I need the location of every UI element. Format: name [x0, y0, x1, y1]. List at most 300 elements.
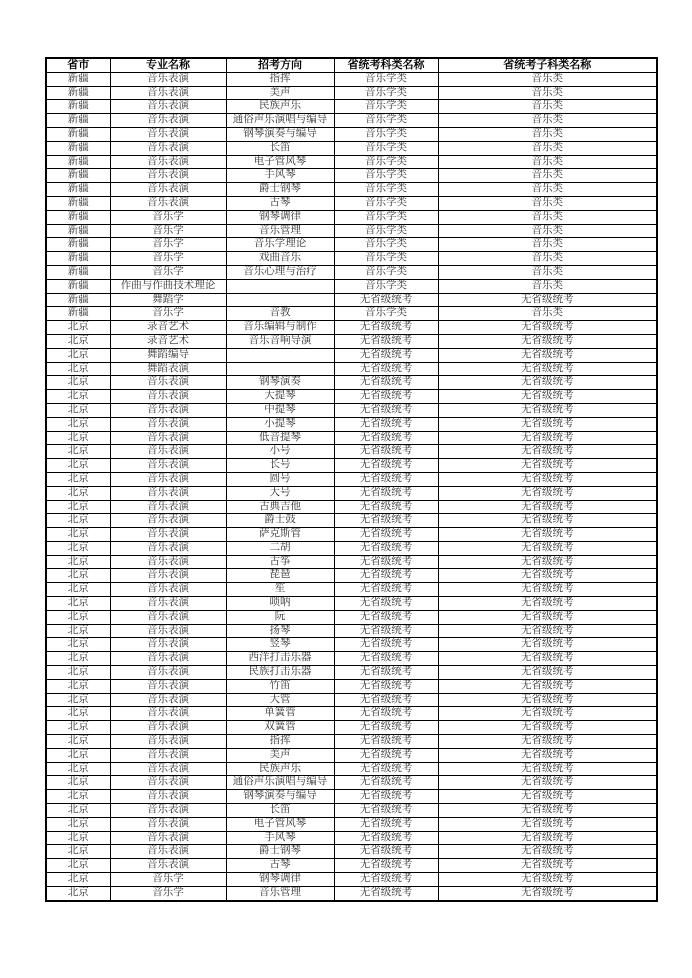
table-cell: 音乐学类	[334, 72, 438, 86]
table-cell: 无省级统考	[438, 748, 657, 762]
table-cell: 圆号	[226, 472, 334, 486]
table-cell: 音乐表演	[110, 666, 226, 680]
table-row	[46, 486, 657, 500]
table-cell: 无省级统考	[334, 431, 438, 445]
table-cell: 音乐表演	[110, 831, 226, 845]
column-header: 省统考科类名称	[334, 58, 438, 72]
table-cell: 北京	[46, 652, 110, 666]
table-row	[46, 169, 657, 183]
table-row	[46, 817, 657, 831]
table-cell: 音乐表演	[110, 762, 226, 776]
table-cell: 电子管风琴	[226, 817, 334, 831]
table-row	[46, 652, 657, 666]
table-cell: 新疆	[46, 141, 110, 155]
table-cell: 无省级统考	[438, 555, 657, 569]
table-cell: 北京	[46, 597, 110, 611]
table-head	[46, 58, 657, 72]
table-cell: 音乐学类	[334, 210, 438, 224]
table-cell: 音乐类	[438, 155, 657, 169]
table-row	[46, 500, 657, 514]
table-cell: 音乐表演	[110, 141, 226, 155]
table-cell: 无省级统考	[334, 762, 438, 776]
table-cell: 北京	[46, 638, 110, 652]
table-cell: 长笛	[226, 141, 334, 155]
table-cell: 音乐学类	[334, 86, 438, 100]
table-cell: 无省级统考	[334, 500, 438, 514]
table-cell: 音乐表演	[110, 776, 226, 790]
table-cell: 大号	[226, 486, 334, 500]
table-cell: 录音艺术	[110, 321, 226, 335]
table-cell: 新疆	[46, 100, 110, 114]
table-row	[46, 183, 657, 197]
table-row	[46, 265, 657, 279]
table-cell: 音乐表演	[110, 390, 226, 404]
table-cell: 新疆	[46, 86, 110, 100]
table-cell: 北京	[46, 528, 110, 542]
table-cell: 无省级统考	[334, 804, 438, 818]
table-cell: 音乐表演	[110, 417, 226, 431]
table-cell: 北京	[46, 500, 110, 514]
table-cell: 音乐类	[438, 210, 657, 224]
table-cell: 音乐学类	[334, 141, 438, 155]
table-cell: 音乐学类	[334, 252, 438, 266]
table-cell: 音乐表演	[110, 100, 226, 114]
table-cell: 音乐表演	[110, 610, 226, 624]
table-cell: 音乐学类	[334, 127, 438, 141]
table-cell: 无省级统考	[438, 845, 657, 859]
table-cell: 钢琴演奏	[226, 376, 334, 390]
table-cell: 双簧管	[226, 721, 334, 735]
table-cell: 无省级统考	[334, 610, 438, 624]
table-cell: 无省级统考	[438, 859, 657, 873]
table-cell: 西洋打击乐器	[226, 652, 334, 666]
table-cell: 无省级统考	[334, 873, 438, 887]
table-cell: 无省级统考	[334, 445, 438, 459]
table-cell: 音乐学	[110, 886, 226, 900]
table-cell: 手风琴	[226, 831, 334, 845]
table-cell: 音乐表演	[110, 679, 226, 693]
table-cell: 无省级统考	[438, 831, 657, 845]
table-cell: 无省级统考	[438, 804, 657, 818]
table-cell: 北京	[46, 886, 110, 900]
table-cell: 北京	[46, 707, 110, 721]
table-cell: 萨克斯管	[226, 528, 334, 542]
table-cell: 音乐表演	[110, 445, 226, 459]
table-row	[46, 376, 657, 390]
table-row	[46, 238, 657, 252]
table-cell: 音乐学	[110, 265, 226, 279]
table-row	[46, 804, 657, 818]
table-cell: 无省级统考	[438, 790, 657, 804]
table-cell: 无省级统考	[334, 707, 438, 721]
table-cell: 长号	[226, 459, 334, 473]
exam-category-table	[45, 57, 658, 902]
table-cell: 新疆	[46, 293, 110, 307]
table-cell: 无省级统考	[438, 721, 657, 735]
table-cell: 无省级统考	[334, 321, 438, 335]
table-row	[46, 321, 657, 335]
column-header: 省市	[46, 58, 110, 72]
table-cell: 无省级统考	[334, 845, 438, 859]
table-cell: 无省级统考	[334, 693, 438, 707]
table-cell: 音乐类	[438, 252, 657, 266]
table-cell: 钢琴演奏与编导	[226, 127, 334, 141]
table-cell: 古琴	[226, 196, 334, 210]
table-cell: 扬琴	[226, 624, 334, 638]
table-cell: 北京	[46, 334, 110, 348]
table-row	[46, 886, 657, 900]
table-cell: 无省级统考	[334, 472, 438, 486]
table-cell: 无省级统考	[334, 859, 438, 873]
table-cell: 钢琴调律	[226, 873, 334, 887]
table-row	[46, 279, 657, 293]
table-cell: 阮	[226, 610, 334, 624]
table-row	[46, 707, 657, 721]
table-cell: 无省级统考	[334, 831, 438, 845]
table-row	[46, 390, 657, 404]
table-cell: 无省级统考	[334, 886, 438, 900]
table-cell: 北京	[46, 693, 110, 707]
table-cell: 无省级统考	[334, 666, 438, 680]
table-cell: 无省级统考	[334, 638, 438, 652]
table-cell: 音乐学类	[334, 238, 438, 252]
table-cell: 北京	[46, 583, 110, 597]
table-cell: 手风琴	[226, 169, 334, 183]
table-cell: 新疆	[46, 114, 110, 128]
table-cell: 音乐表演	[110, 707, 226, 721]
table-cell: 长笛	[226, 804, 334, 818]
table-cell: 北京	[46, 459, 110, 473]
table-cell: 新疆	[46, 224, 110, 238]
table-cell: 音乐类	[438, 196, 657, 210]
table-cell: 音乐类	[438, 127, 657, 141]
table-row	[46, 873, 657, 887]
table-cell: 音乐表演	[110, 127, 226, 141]
table-row	[46, 459, 657, 473]
table-cell: 北京	[46, 859, 110, 873]
table-cell: 古琴	[226, 859, 334, 873]
table-cell: 无省级统考	[438, 293, 657, 307]
table-cell: 无省级统考	[438, 638, 657, 652]
table-cell: 北京	[46, 817, 110, 831]
table-cell: 音乐表演	[110, 555, 226, 569]
table-cell: 北京	[46, 321, 110, 335]
table-cell: 北京	[46, 431, 110, 445]
table-cell: 古典吉他	[226, 500, 334, 514]
table-row	[46, 610, 657, 624]
table-cell: 音乐类	[438, 307, 657, 321]
table-cell: 音乐表演	[110, 86, 226, 100]
table-cell: 无省级统考	[438, 707, 657, 721]
table-cell: 音乐学类	[334, 307, 438, 321]
table-cell: 无省级统考	[438, 624, 657, 638]
table-row	[46, 693, 657, 707]
column-header: 专业名称	[110, 58, 226, 72]
table-cell: 无省级统考	[438, 321, 657, 335]
table-cell: 北京	[46, 831, 110, 845]
table-cell: 无省级统考	[438, 679, 657, 693]
table-row	[46, 334, 657, 348]
table-cell: 北京	[46, 721, 110, 735]
table-cell: 音乐管理	[226, 886, 334, 900]
table-cell: 音乐学类	[334, 279, 438, 293]
table-cell: 竖琴	[226, 638, 334, 652]
table-row	[46, 514, 657, 528]
table-cell: 音乐学类	[334, 114, 438, 128]
table-cell: 无省级统考	[334, 790, 438, 804]
table-cell: 无省级统考	[438, 334, 657, 348]
table-cell: 音乐类	[438, 265, 657, 279]
table-cell: 舞蹈表演	[110, 362, 226, 376]
table-cell	[226, 348, 334, 362]
table-cell: 音乐表演	[110, 693, 226, 707]
table-cell: 北京	[46, 776, 110, 790]
table-row	[46, 362, 657, 376]
table-cell: 无省级统考	[334, 514, 438, 528]
table-header-row	[46, 58, 657, 72]
table-cell: 大管	[226, 693, 334, 707]
table-cell: 琵琶	[226, 569, 334, 583]
table-cell: 北京	[46, 362, 110, 376]
table-cell: 音乐表演	[110, 114, 226, 128]
table-cell: 音乐表演	[110, 459, 226, 473]
table-cell: 古筝	[226, 555, 334, 569]
table-row	[46, 583, 657, 597]
table-cell: 北京	[46, 790, 110, 804]
table-cell: 无省级统考	[334, 817, 438, 831]
table-cell: 无省级统考	[334, 652, 438, 666]
table-cell: 钢琴演奏与编导	[226, 790, 334, 804]
table-row	[46, 541, 657, 555]
table-cell: 音乐学类	[334, 155, 438, 169]
table-cell: 音乐表演	[110, 528, 226, 542]
table-cell: 爵士钢琴	[226, 845, 334, 859]
table-cell: 无省级统考	[438, 652, 657, 666]
table-cell: 美声	[226, 86, 334, 100]
table-row	[46, 776, 657, 790]
table-body	[46, 72, 657, 900]
table-cell: 无省级统考	[334, 569, 438, 583]
table-cell: 钢琴调律	[226, 210, 334, 224]
table-row	[46, 252, 657, 266]
table-cell: 无省级统考	[438, 817, 657, 831]
table-row	[46, 86, 657, 100]
table-row	[46, 445, 657, 459]
table-cell: 无省级统考	[438, 776, 657, 790]
table-cell: 无省级统考	[334, 776, 438, 790]
table-cell: 音乐学	[110, 224, 226, 238]
table-cell: 新疆	[46, 210, 110, 224]
table-cell: 无省级统考	[438, 431, 657, 445]
table-cell: 新疆	[46, 183, 110, 197]
table-cell: 音乐编辑与制作	[226, 321, 334, 335]
column-header: 省统考子科类名称	[438, 58, 657, 72]
table-cell: 无省级统考	[438, 666, 657, 680]
table-cell: 无省级统考	[334, 679, 438, 693]
table-row	[46, 100, 657, 114]
table-cell: 音乐表演	[110, 790, 226, 804]
table-cell: 无省级统考	[334, 583, 438, 597]
table-cell: 音乐表演	[110, 859, 226, 873]
table-row	[46, 845, 657, 859]
table-row	[46, 348, 657, 362]
table-row	[46, 114, 657, 128]
table-cell: 音乐管理	[226, 224, 334, 238]
table-row	[46, 472, 657, 486]
table-cell: 无省级统考	[334, 541, 438, 555]
table-row	[46, 528, 657, 542]
table-cell: 通俗声乐演唱与编导	[226, 114, 334, 128]
table-cell: 单簧管	[226, 707, 334, 721]
table-cell: 音乐表演	[110, 514, 226, 528]
table-cell: 音乐类	[438, 169, 657, 183]
table-cell: 北京	[46, 679, 110, 693]
table-row	[46, 431, 657, 445]
table-row	[46, 679, 657, 693]
table-cell: 无省级统考	[438, 873, 657, 887]
table-cell: 音乐学类	[334, 265, 438, 279]
table-cell: 无省级统考	[438, 569, 657, 583]
table-cell: 音乐表演	[110, 638, 226, 652]
table-cell: 无省级统考	[438, 376, 657, 390]
table-cell: 无省级统考	[438, 514, 657, 528]
table-cell: 指挥	[226, 735, 334, 749]
table-cell: 北京	[46, 762, 110, 776]
table-cell: 无省级统考	[438, 362, 657, 376]
table-cell: 音乐表演	[110, 748, 226, 762]
table-cell: 无省级统考	[334, 624, 438, 638]
table-row	[46, 141, 657, 155]
table-cell: 无省级统考	[334, 486, 438, 500]
table-cell: 无省级统考	[438, 348, 657, 362]
table-cell: 大提琴	[226, 390, 334, 404]
table-row	[46, 624, 657, 638]
table-cell: 音乐表演	[110, 804, 226, 818]
table-cell: 舞蹈学	[110, 293, 226, 307]
table-cell: 北京	[46, 624, 110, 638]
table-cell: 音乐表演	[110, 403, 226, 417]
table-cell: 民族声乐	[226, 100, 334, 114]
table-cell: 通俗声乐演唱与编导	[226, 776, 334, 790]
table-cell: 无省级统考	[438, 459, 657, 473]
table-cell: 无省级统考	[334, 403, 438, 417]
table-cell: 音乐类	[438, 279, 657, 293]
table-cell: 录音艺术	[110, 334, 226, 348]
table-cell: 新疆	[46, 169, 110, 183]
table-cell: 音乐表演	[110, 376, 226, 390]
table-cell: 中提琴	[226, 403, 334, 417]
table-cell: 无省级统考	[334, 376, 438, 390]
table-cell: 音乐表演	[110, 541, 226, 555]
table-cell: 民族声乐	[226, 762, 334, 776]
table-cell: 电子管风琴	[226, 155, 334, 169]
table-cell: 北京	[46, 472, 110, 486]
table-cell: 北京	[46, 348, 110, 362]
table-row	[46, 210, 657, 224]
table-cell: 无省级统考	[334, 362, 438, 376]
table-row	[46, 831, 657, 845]
table-cell: 音乐学类	[334, 224, 438, 238]
table-cell: 小号	[226, 445, 334, 459]
table-cell: 音乐表演	[110, 817, 226, 831]
table-cell: 北京	[46, 514, 110, 528]
table-cell: 民族打击乐器	[226, 666, 334, 680]
table-cell: 无省级统考	[334, 348, 438, 362]
table-row	[46, 762, 657, 776]
table-cell: 无省级统考	[438, 528, 657, 542]
table-cell: 无省级统考	[334, 721, 438, 735]
table-cell: 无省级统考	[334, 748, 438, 762]
table-cell: 北京	[46, 748, 110, 762]
table-cell: 音乐学理论	[226, 238, 334, 252]
table-cell: 北京	[46, 804, 110, 818]
table-cell: 音乐类	[438, 238, 657, 252]
table-cell: 新疆	[46, 196, 110, 210]
table-cell: 北京	[46, 541, 110, 555]
table-row	[46, 721, 657, 735]
table-cell: 音乐表演	[110, 721, 226, 735]
table-row	[46, 72, 657, 86]
table-cell: 无省级统考	[438, 886, 657, 900]
table-cell: 无省级统考	[438, 486, 657, 500]
table-cell	[226, 293, 334, 307]
table-cell: 北京	[46, 555, 110, 569]
table-cell: 无省级统考	[438, 583, 657, 597]
table-row	[46, 224, 657, 238]
table-cell: 音乐学类	[334, 100, 438, 114]
table-cell: 音乐类	[438, 141, 657, 155]
table-cell: 北京	[46, 610, 110, 624]
table-cell: 无省级统考	[438, 403, 657, 417]
table-cell: 无省级统考	[438, 735, 657, 749]
table-cell: 无省级统考	[334, 334, 438, 348]
table-cell: 北京	[46, 376, 110, 390]
table-cell: 无省级统考	[334, 597, 438, 611]
table-cell: 音乐表演	[110, 431, 226, 445]
table-cell: 北京	[46, 569, 110, 583]
table-row	[46, 597, 657, 611]
table-cell: 无省级统考	[438, 762, 657, 776]
table-cell: 音乐表演	[110, 652, 226, 666]
table-cell: 音乐类	[438, 183, 657, 197]
table-cell: 新疆	[46, 307, 110, 321]
table-cell: 新疆	[46, 265, 110, 279]
table-cell: 音乐表演	[110, 196, 226, 210]
table-cell: 音乐学	[110, 252, 226, 266]
table-cell: 二胡	[226, 541, 334, 555]
table-cell: 北京	[46, 666, 110, 680]
table-cell: 无省级统考	[334, 390, 438, 404]
table-row	[46, 293, 657, 307]
table-cell: 北京	[46, 845, 110, 859]
table-cell: 音乐心理与治疗	[226, 265, 334, 279]
table-cell: 新疆	[46, 252, 110, 266]
table-cell: 无省级统考	[438, 445, 657, 459]
table-row	[46, 403, 657, 417]
table-cell: 新疆	[46, 238, 110, 252]
table-cell: 笙	[226, 583, 334, 597]
table-row	[46, 735, 657, 749]
table-cell: 音乐类	[438, 72, 657, 86]
table-cell: 音乐音响导演	[226, 334, 334, 348]
table-cell: 无省级统考	[334, 459, 438, 473]
table-cell: 北京	[46, 390, 110, 404]
table-row	[46, 666, 657, 680]
table-cell: 新疆	[46, 279, 110, 293]
table-cell: 音教	[226, 307, 334, 321]
table-cell: 低音提琴	[226, 431, 334, 445]
table-row	[46, 569, 657, 583]
